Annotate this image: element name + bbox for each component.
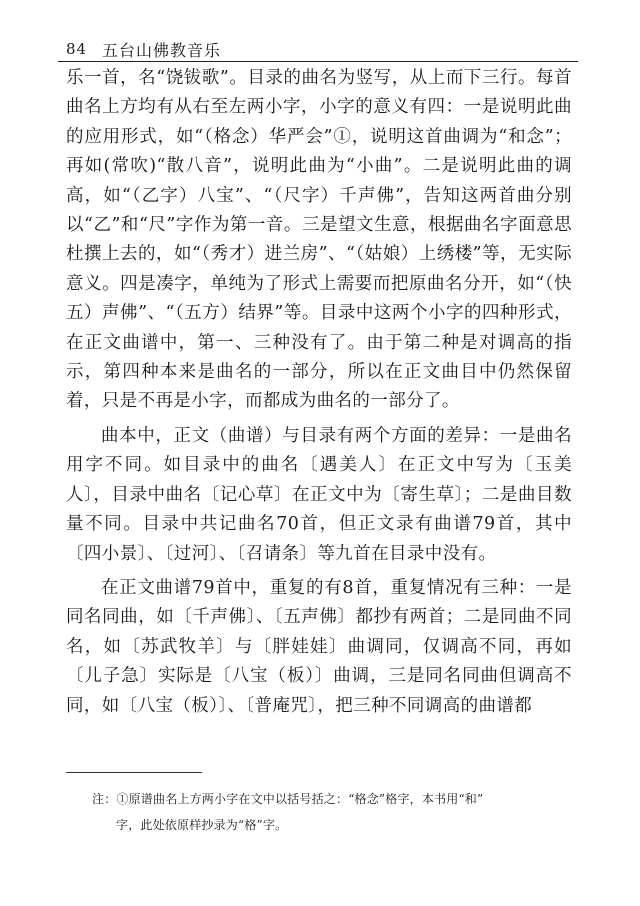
paragraph-2: 曲本中，正文（曲谱）与目录有两个方面的差异：一是曲名用字不同。如目录中的曲名〔遇美人〕在正文中写为〔玉美人〕，目录中曲名〔记心草〕在正文中为〔寄生草〕；二是曲目数量不同。目录中共记曲名70首，但正文录有曲谱79首，其中〔四小景〕、〔过河〕、〔召请条〕等九首在目录中没有。 bbox=[66, 425, 572, 564]
footnote-line-1: 注：①原谱曲名上方两小字在文中以括号括之：“格念”格字，本书用“和” bbox=[92, 792, 484, 806]
body-text bbox=[66, 64, 572, 721]
header-rule bbox=[58, 61, 578, 62]
running-header bbox=[58, 36, 578, 62]
footnote-line-2: 字，此处依原样抄录为“格”字。 bbox=[116, 818, 288, 832]
paragraph-1: 乐一首，名“饶钹歌”。目录的曲名为竖写，从上而下三行。每首曲名上方均有从右至左两小字，小字的意义有四：一是说明此曲的应用形式，如“（格念）华严会”①，说明这首曲调为“和念”；再如(常吹)“散八音”，说明此曲为“小曲”。二是说明此曲的调高，如“（乙字）八宝”、“（尺字）千声佛”，告知这两首曲分别以“乙”和“尺”字作为第一音。三是望文生意，根据曲名字面意思杜撰上去的，如“（秀才）进兰房”、“（姑娘）上绣楼”等，无实际意义。四是凑字，单纯为了形式上需要而把原曲名分开，如“（快五）声佛”、“（五方）结界”等。目录中这两个小字的四种形式，在正文曲谱中，第一、三种没有了。由于第二种是对调高的指示，第四种本来是曲名的一部分，所以在正文曲目中仍然保留着，只是不再是小字，而都成为曲名的一部分了。 bbox=[66, 68, 572, 412]
paragraph-3: 在正文曲谱79首中，重复的有8首，重复情况有三种：一是同名同曲，如〔千声佛〕、〔五声佛〕都抄有两首；二是同曲不同名，如〔苏武牧羊〕与〔胖娃娃〕曲调同，仅调高不同，再如〔儿子急〕实际是〔八宝（板）〕曲调，三是同名同曲但调高不同，如〔八宝（板）〕、〔普庵咒〕，把三种不同调高的曲谱都 bbox=[66, 577, 572, 716]
footnote-rule bbox=[66, 772, 202, 773]
running-title: 五台山佛教音乐 bbox=[102, 41, 222, 60]
page-number: 84 bbox=[66, 40, 88, 58]
footnote bbox=[92, 786, 572, 838]
